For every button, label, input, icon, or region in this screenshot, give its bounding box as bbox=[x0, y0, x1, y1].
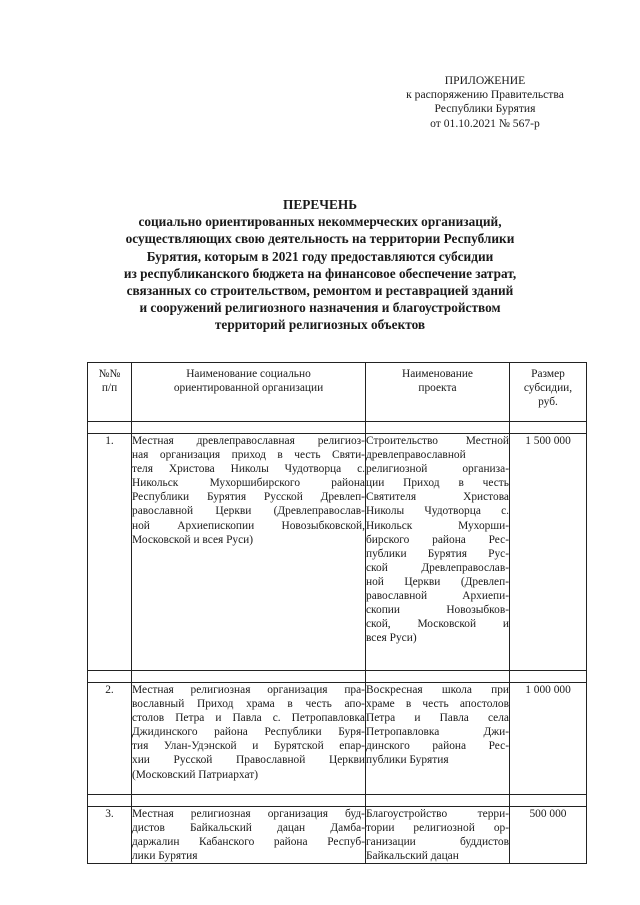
title-line: социально ориентированных некоммерческих организаций, bbox=[138, 214, 502, 230]
cell-line: ской Древлеправослав- bbox=[366, 561, 509, 574]
title-line: Бурятия, которым в 2021 году предоставляются субсидии bbox=[146, 248, 494, 264]
header-organization: Наименование социально ориентированной организации bbox=[132, 363, 366, 422]
cell-line: древлеправославной bbox=[366, 449, 466, 462]
title-line: связанных со строительством, ремонтом и реставрацией зданий bbox=[126, 283, 514, 299]
subsidy-amount: 1 000 000 bbox=[510, 683, 587, 795]
table-row bbox=[88, 683, 587, 795]
header-amount: Размер субсидии, руб. bbox=[510, 363, 587, 422]
organization-name bbox=[132, 683, 366, 795]
cell-line: дистов Байкальский дацан Дамба- bbox=[132, 822, 365, 835]
spacer-cell bbox=[88, 795, 132, 807]
cell-line: всея Руси) bbox=[366, 632, 417, 645]
cell-line: Никольск Мухорши- bbox=[366, 519, 509, 532]
cell-line: динского района Рес- bbox=[366, 740, 509, 753]
subsidy-amount: 500 000 bbox=[510, 807, 587, 864]
cell-line: ской, Московской и bbox=[366, 618, 509, 631]
project-name bbox=[366, 434, 510, 671]
title-line: из республиканского бюджета на финансовое обеспечение затрат, bbox=[123, 265, 517, 281]
cell-line: Строительство Местной bbox=[366, 435, 509, 447]
spacer-cell bbox=[510, 671, 587, 683]
table-row bbox=[88, 434, 587, 671]
cell-line: храме в честь апостолов bbox=[366, 698, 509, 711]
cell-line: Байкальский дацан bbox=[366, 850, 459, 863]
cell-line: Местная религиозная организация буд- bbox=[132, 808, 365, 820]
spacer-cell bbox=[88, 671, 132, 683]
cell-line: Благоустройство терри- bbox=[366, 808, 509, 820]
cell-line: вославный Приход храма в честь апо- bbox=[132, 698, 365, 711]
cell-line: ной Архиепископии Новозыбковской, bbox=[132, 519, 365, 532]
project-name bbox=[366, 807, 510, 864]
cell-line: ганизации буддистов bbox=[366, 836, 509, 849]
cell-line: (Московский Патриархат) bbox=[132, 768, 258, 781]
header-project: Наименование проекта bbox=[366, 363, 510, 422]
row-number: 2. bbox=[88, 683, 132, 795]
table-row bbox=[88, 807, 587, 864]
cell-line: тории религиозной ор- bbox=[366, 822, 509, 835]
table-spacer-row bbox=[88, 795, 587, 807]
annex-line: к распоряжению Правительства bbox=[406, 88, 564, 102]
cell-line: религиозной организа- bbox=[366, 463, 509, 476]
spacer-cell bbox=[366, 422, 510, 434]
cell-line: Воскресная школа при bbox=[366, 684, 509, 696]
cell-line: теля Христова Николы Чудотворца с. bbox=[132, 463, 365, 476]
cell-line: Местная древлеправославная религиоз- bbox=[132, 435, 365, 447]
cell-line: скопии Новозыбков- bbox=[366, 604, 509, 617]
cell-line: Святителя Христова bbox=[366, 491, 509, 504]
subsidy-amount: 1 500 000 bbox=[510, 434, 587, 671]
header-number: №№ п/п bbox=[88, 363, 132, 422]
title-line: территорий религиозных объектов bbox=[214, 317, 426, 333]
row-number: 3. bbox=[88, 807, 132, 864]
cell-line: Московской и всея Руси) bbox=[132, 533, 254, 546]
cell-line: хии Русской Православной Церкви bbox=[132, 754, 365, 767]
spacer-cell bbox=[510, 795, 587, 807]
cell-line: Петропавловка Джи- bbox=[366, 726, 509, 739]
cell-line: Джидинского района Республики Буря- bbox=[132, 726, 365, 739]
cell-line: Местная религиозная организация пра- bbox=[132, 684, 365, 696]
cell-line: Республики Бурятия Русской Древлеп- bbox=[132, 491, 365, 504]
annex-line: Республики Бурятия bbox=[434, 102, 536, 116]
spacer-cell bbox=[132, 671, 366, 683]
cell-line: Никольск Мухоршибирского района bbox=[132, 477, 365, 490]
cell-line: равославной Церкви (Древлеправослав- bbox=[132, 505, 365, 518]
cell-line: тия Улан-Удэнской и Бурятской епар- bbox=[132, 740, 365, 753]
cell-line: Петра и Павла села bbox=[366, 712, 509, 725]
cell-line: даржалин Кабанского района Респуб- bbox=[132, 836, 365, 849]
table-spacer-row bbox=[88, 422, 587, 434]
cell-line: публики Бурятия bbox=[366, 754, 449, 767]
title-line: ПЕРЕЧЕНЬ bbox=[283, 197, 357, 212]
annex-line: от 01.10.2021 № 567-р bbox=[430, 116, 540, 130]
cell-line: ная организация приход в честь Святи- bbox=[132, 449, 365, 462]
organizations-table bbox=[87, 362, 587, 864]
spacer-cell bbox=[132, 795, 366, 807]
annex-line: ПРИЛОЖЕНИЕ bbox=[444, 74, 526, 87]
document-title bbox=[80, 196, 560, 334]
organization-name bbox=[132, 807, 366, 864]
project-name bbox=[366, 683, 510, 795]
spacer-cell bbox=[132, 422, 366, 434]
spacer-cell bbox=[366, 795, 510, 807]
row-number: 1. bbox=[88, 434, 132, 671]
table-header-row bbox=[88, 363, 587, 422]
cell-line: бирского района Рес- bbox=[366, 533, 509, 546]
cell-line: Николы Чудотворца с. bbox=[366, 505, 509, 518]
organization-name bbox=[132, 434, 366, 671]
spacer-cell bbox=[88, 422, 132, 434]
cell-line: лики Бурятия bbox=[132, 850, 198, 863]
cell-line: ции Приход в честь bbox=[366, 477, 509, 490]
title-line: осуществляющих свою деятельность на территории Республики bbox=[125, 231, 515, 247]
spacer-cell bbox=[510, 422, 587, 434]
annex-block bbox=[380, 74, 590, 131]
table-spacer-row bbox=[88, 671, 587, 683]
cell-line: ной Церкви (Древлеп- bbox=[366, 575, 509, 588]
cell-line: столов Петра и Павла с. Петропавловка bbox=[132, 712, 365, 725]
title-line: и сооружений религиозного назначения и благоустройством bbox=[139, 300, 501, 316]
spacer-cell bbox=[366, 671, 510, 683]
cell-line: публики Бурятия Рус- bbox=[366, 547, 509, 560]
cell-line: равославной Архиепи- bbox=[366, 590, 509, 603]
